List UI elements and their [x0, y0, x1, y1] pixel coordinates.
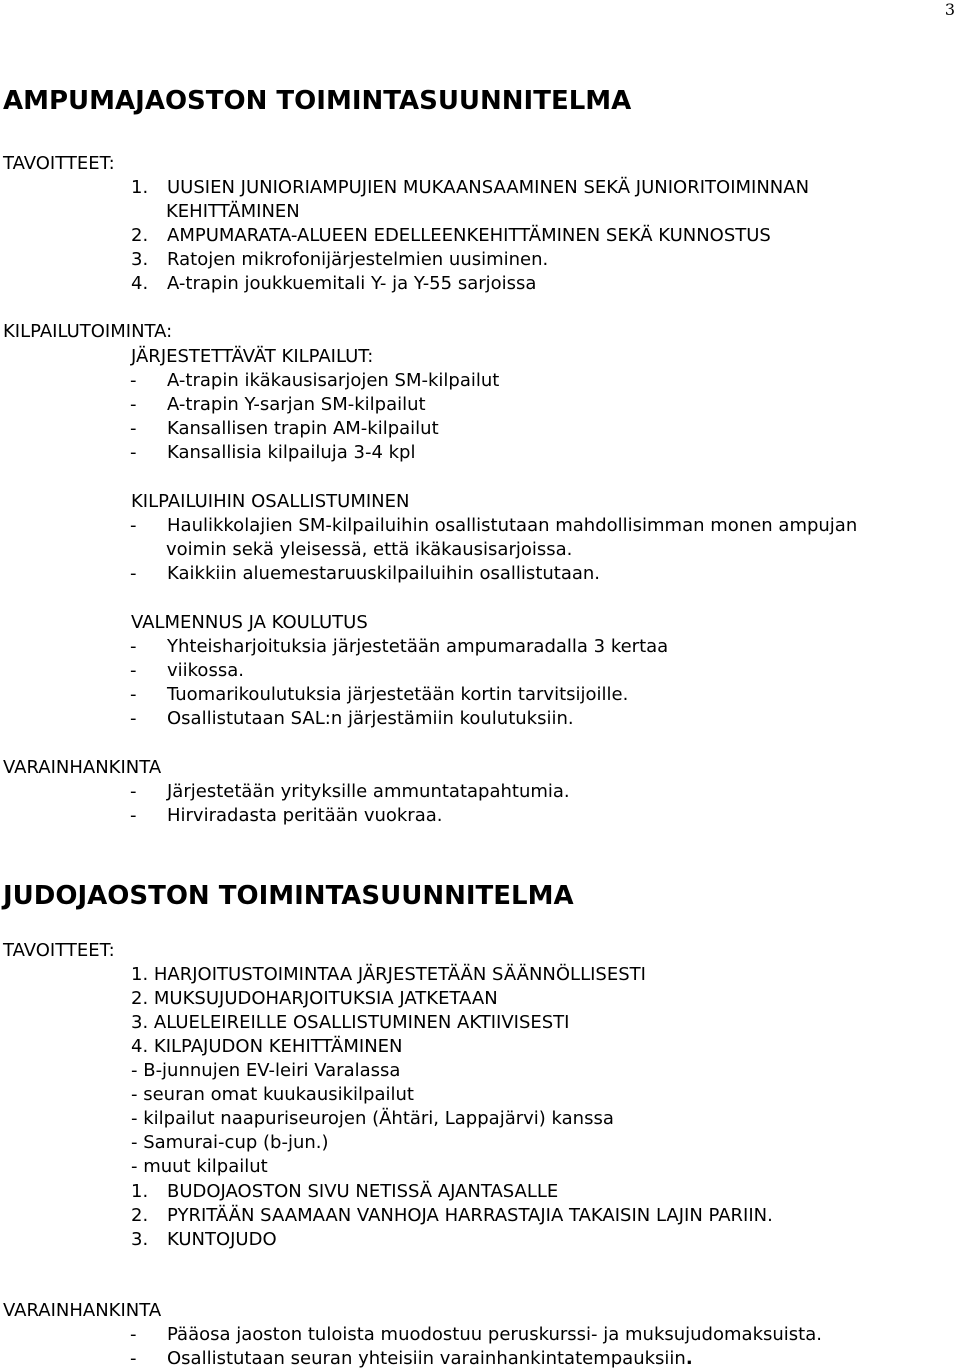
judo-numbered-item — [131, 1204, 773, 1228]
page-number: 3 — [944, 0, 955, 19]
list-text: A-trapin ikäkausisarjojen SM-kilpailut — [167, 370, 500, 391]
organized-item: - Kansallisen trapin AM-kilpailut — [130, 418, 439, 439]
training-item: - Tuomarikoulutuksia järjestetään kortin tarvitsijoille. — [130, 684, 629, 705]
training-item: - Yhteisharjoituksia järjestetään ampumaradalla 3 kertaa — [130, 636, 669, 657]
list-text: Kansallisia kilpailuja 3-4 kpl — [167, 442, 416, 463]
judo-goal-line: 2. MUKSUJUDOHARJOITUKSIA JATKETAAN — [131, 988, 498, 1009]
list-text: Pääosa jaoston tuloista muodostuu peruskurssi- ja muksujudomaksuista. — [167, 1324, 822, 1345]
judo-goal-line: - seuran omat kuukausikilpailut — [131, 1084, 414, 1105]
ampuma-competition-label: KILPAILUTOIMINTA: — [3, 321, 173, 342]
ampuma-goal-item — [131, 176, 809, 200]
ampuma-participation-label: KILPAILUIHIN OSALLISTUMINEN — [131, 491, 410, 512]
list-text: KUNTOJUDO — [167, 1229, 277, 1250]
list-number: 2. — [131, 1205, 149, 1226]
funding-item: - Järjestetään yrityksille ammuntatapahtumia. — [130, 781, 570, 802]
ampuma-goal-item — [131, 272, 536, 296]
list-text: BUDOJAOSTON SIVU NETISSÄ AJANTASALLE — [167, 1181, 559, 1202]
judo-goal-line: - kilpailut naapuriseurojen (Ähtäri, Lappajärvi) kanssa — [131, 1108, 614, 1129]
list-text: Hirviradasta peritään vuokraa. — [167, 805, 443, 826]
list-number: 3. — [131, 1229, 149, 1250]
ampuma-title: AMPUMAJAOSTON TOIMINTASUUNNITELMA — [3, 86, 632, 116]
list-number: 2. — [131, 225, 149, 246]
list-number: 4. — [131, 273, 149, 294]
judo-title: JUDOJAOSTON TOIMINTASUUNNITELMA — [3, 881, 574, 911]
list-text: Kaikkiin aluemestaruuskilpailuihin osallistutaan. — [167, 563, 601, 584]
ampuma-training-label: VALMENNUS JA KOULUTUS — [131, 612, 368, 633]
list-number: 1. — [131, 177, 149, 198]
judo-numbered-item — [131, 1228, 277, 1252]
list-text: Yhteisharjoituksia järjestetään ampumaradalla 3 kertaa — [167, 636, 669, 657]
list-text: A-trapin Y-sarjan SM-kilpailut — [167, 394, 426, 415]
training-item: - Osallistutaan SAL:n järjestämiin koulutuksiin. — [130, 708, 574, 729]
funding-item: - Hirviradasta peritään vuokraa. — [130, 805, 443, 826]
organized-item: - Kansallisia kilpailuja 3-4 kpl — [130, 442, 416, 463]
judo-goal-line: 4. KILPAJUDON KEHITTÄMINEN — [131, 1036, 403, 1057]
list-text: Järjestetään yrityksille ammuntatapahtumia. — [167, 781, 570, 802]
list-text: Osallistutaan SAL:n järjestämiin koulutuksiin. — [167, 708, 574, 729]
participation-item: - Haulikkolajien SM-kilpailuihin osallistutaan mahdollisimman monen ampujan — [130, 515, 858, 536]
ampuma-goal-item-continuation: KEHITTÄMINEN — [166, 201, 300, 222]
list-number: 3. — [131, 249, 149, 270]
participation-item-continuation: voimin sekä yleisessä, että ikäkausisarjoissa. — [166, 539, 573, 560]
list-text-end: . — [685, 1348, 693, 1369]
organized-item: - A-trapin Y-sarjan SM-kilpailut — [130, 394, 426, 415]
ampuma-organized-label: JÄRJESTETTÄVÄT KILPAILUT: — [131, 346, 374, 367]
ampuma-goal-item — [131, 224, 771, 248]
judo-goal-line: 1. HARJOITUSTOIMINTAA JÄRJESTETÄÄN SÄÄNNÖLLISESTI — [131, 964, 646, 985]
participation-item: - Kaikkiin aluemestaruuskilpailuihin osallistutaan. — [130, 563, 601, 584]
list-text: Osallistutaan seuran yhteisiin varainhankintatempauksiin — [167, 1348, 686, 1369]
list-text: UUSIEN JUNIORIAMPUJIEN MUKAANSAAMINEN SEKÄ JUNIORITOIMINNAN — [167, 177, 810, 198]
judo-goals-label: TAVOITTEET: — [3, 940, 115, 961]
funding-item: - Osallistutaan seuran yhteisiin varainhankintatempauksiin. — [130, 1348, 693, 1369]
judo-goal-line: - B-junnujen EV-leiri Varalassa — [131, 1060, 401, 1081]
list-text: AMPUMARATA-ALUEEN EDELLEENKEHITTÄMINEN SEKÄ KUNNOSTUS — [167, 225, 771, 246]
list-text: Kansallisen trapin AM-kilpailut — [167, 418, 439, 439]
organized-item: - A-trapin ikäkausisarjojen SM-kilpailut — [130, 370, 500, 391]
list-text: A-trapin joukkuemitali Y- ja Y-55 sarjoissa — [167, 273, 537, 294]
ampuma-goal-item — [131, 248, 548, 272]
list-text: Haulikkolajien SM-kilpailuihin osallistutaan mahdollisimman monen ampujan — [167, 515, 858, 536]
funding-item: - Pääosa jaoston tuloista muodostuu peruskurssi- ja muksujudomaksuista. — [130, 1324, 822, 1345]
list-text: viikossa. — [167, 660, 244, 681]
judo-funding-label: VARAINHANKINTA — [3, 1300, 162, 1321]
list-text: PYRITÄÄN SAAMAAN VANHOJA HARRASTAJIA TAKAISIN LAJIN PARIIN. — [167, 1205, 773, 1226]
judo-numbered-item — [131, 1180, 558, 1204]
list-text: Tuomarikoulutuksia järjestetään kortin tarvitsijoille. — [167, 684, 629, 705]
list-number: 1. — [131, 1181, 149, 1202]
judo-goal-line: - Samurai-cup (b-jun.) — [131, 1132, 329, 1153]
ampuma-funding-label: VARAINHANKINTA — [3, 757, 162, 778]
judo-goal-line: 3. ALUELEIREILLE OSALLISTUMINEN AKTIIVISESTI — [131, 1012, 570, 1033]
ampuma-goals-label: TAVOITTEET: — [3, 153, 115, 174]
training-item: - viikossa. — [130, 660, 244, 681]
judo-goal-line: - muut kilpailut — [131, 1156, 268, 1177]
list-text: Ratojen mikrofonijärjestelmien uusiminen. — [167, 249, 549, 270]
